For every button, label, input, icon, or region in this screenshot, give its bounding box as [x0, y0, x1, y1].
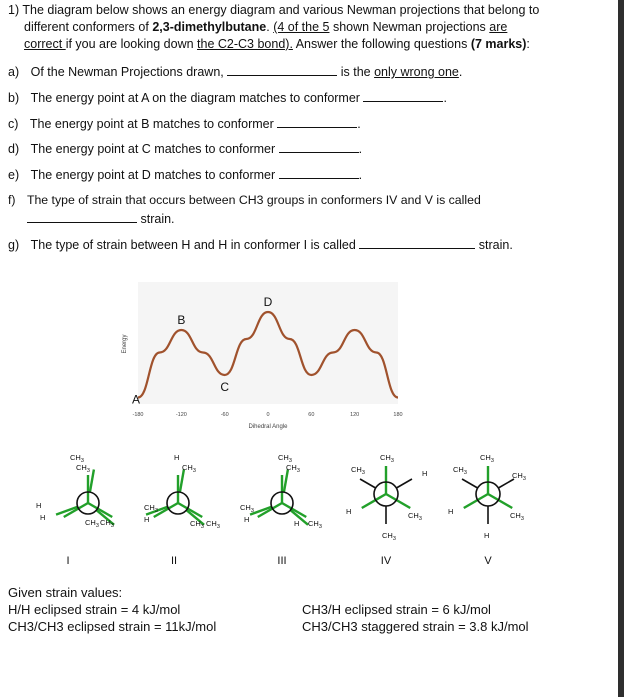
answer-blank-d[interactable]	[279, 141, 359, 153]
methyl-label-4: $CH_3$	[85, 518, 99, 529]
methyl-label-0: $CH_3$	[70, 453, 84, 464]
hydrogen-label-0: H	[174, 453, 180, 462]
methyl-label-1: $CH_3$	[76, 463, 90, 474]
methyl-label-0: $CH_3$	[480, 453, 494, 464]
question-e	[8, 167, 362, 183]
hydrogen-label-4: H	[294, 519, 300, 528]
methyl-label-1: $CH_3$	[351, 465, 365, 476]
back-bond-0	[284, 470, 288, 493]
subscript-3: 3	[86, 468, 90, 474]
front-bond-2	[282, 503, 306, 517]
x-tick-label-6: 180	[393, 412, 403, 418]
methyl-label-2: $CH_3$	[512, 471, 526, 482]
newman-projection-5	[448, 453, 526, 540]
subscript-3: 3	[361, 470, 365, 476]
point-label-b: B	[177, 313, 186, 327]
methyl-label-4: $CH_3$	[408, 511, 422, 522]
hydrogen-label-3: H	[448, 507, 454, 516]
methyl-label-5: $CH_3$	[206, 519, 220, 530]
conformer-numeral-5: V	[484, 555, 492, 567]
question-e-end: .	[358, 168, 363, 182]
question-b	[8, 90, 447, 106]
subscript-3: 3	[392, 536, 396, 542]
point-label-c: C	[220, 380, 230, 394]
subscript-3: 3	[80, 458, 84, 464]
question-f-label: f)	[8, 193, 16, 207]
conformer-numeral-1: I	[66, 555, 70, 567]
header-text-3f: :	[526, 37, 530, 51]
question-c-end: .	[357, 117, 361, 131]
newman-projection-4	[346, 453, 427, 542]
question-a-end: .	[458, 65, 463, 79]
right-edge-bar	[618, 0, 624, 697]
question-a-emphasis: only wrong one	[374, 65, 459, 79]
x-tick-label-4: 60	[308, 412, 315, 418]
answer-blank-f[interactable]	[27, 211, 137, 223]
subscript-3: 3	[95, 523, 99, 529]
question-header-line2	[24, 20, 507, 35]
methyl-label-0: $CH_3$	[380, 453, 394, 464]
question-a-label: a)	[8, 65, 20, 79]
subscript-3: 3	[318, 524, 322, 530]
given-ch3ch3-staggered: CH3/CH3 staggered strain = 3.8 kJ/mol	[302, 619, 529, 634]
methyl-label-5: $CH_3$	[308, 519, 322, 530]
back-bond-1	[462, 479, 478, 488]
header-text-1: The diagram below shows an energy diagram and various Newman projections that belong to	[22, 3, 540, 17]
header-text-2a: different conformers of	[24, 20, 153, 34]
question-header-line3	[24, 37, 530, 52]
methyl-label-5: $CH_3$	[382, 531, 396, 542]
methyl-label-2: $CH_3$	[144, 503, 158, 514]
subscript-3: 3	[288, 458, 292, 464]
given-ch3h-eclipsed: CH3/H eclipsed strain = 6 kJ/mol	[302, 602, 491, 617]
question-d-text: The energy point at C matches to conformer	[30, 142, 276, 156]
conformer-numeral-2: II	[170, 555, 178, 567]
subscript-3: 3	[200, 524, 204, 530]
subscript-3: 3	[463, 470, 467, 476]
conformer-numeral-3: III	[277, 555, 287, 567]
header-text-3a: correct	[24, 37, 66, 51]
question-g-text: The type of strain between H and H in conformer I is called	[30, 238, 356, 252]
back-bond-1	[360, 479, 376, 488]
newman-projection-2	[144, 453, 220, 530]
subscript-3: 3	[522, 476, 526, 482]
answer-blank-g[interactable]	[359, 237, 475, 249]
point-label-d: D	[263, 295, 273, 309]
question-a-text2: is the	[340, 65, 375, 79]
question-d-end: .	[358, 142, 363, 156]
header-text-3b: if you are looking down	[65, 37, 198, 51]
back-bond-0	[180, 470, 184, 493]
given-ch3ch3-eclipsed: CH3/CH3 eclipsed strain = 11kJ/mol	[8, 619, 217, 634]
subscript-3: 3	[296, 468, 300, 474]
methyl-label-2: $CH_3$	[240, 503, 254, 514]
question-e-text: The energy point at D matches to conformer	[30, 168, 276, 182]
point-label-a: A	[131, 392, 141, 407]
x-tick-label-1: -120	[175, 412, 187, 418]
methyl-label-1: $CH_3$	[453, 465, 467, 476]
header-text-2e: shown Newman projections	[329, 20, 490, 34]
question-g	[8, 237, 513, 253]
question-b-label: b)	[8, 91, 20, 105]
hydrogen-label-3: H	[144, 515, 150, 524]
header-text-2c: .	[266, 20, 274, 34]
header-text-3d: Answer the following questions	[292, 37, 471, 51]
x-tick-label-3: 0	[266, 412, 270, 418]
newman-projection-3	[240, 453, 322, 530]
back-bond-0	[396, 479, 412, 488]
subscript-3: 3	[418, 516, 422, 522]
answer-blank-e[interactable]	[279, 167, 359, 179]
answer-blank-b[interactable]	[363, 90, 443, 102]
methyl-label-4: $CH_3$	[510, 511, 524, 522]
subscript-3: 3	[154, 508, 158, 514]
question-c-label: c)	[8, 117, 19, 131]
hydrogen-label-3: H	[346, 507, 352, 516]
methyl-label-1: $CH_3$	[286, 463, 300, 474]
header-text-2f: are	[489, 20, 508, 34]
question-c	[8, 116, 361, 132]
x-tick-label-2: -60	[220, 412, 229, 418]
subscript-3: 3	[250, 508, 254, 514]
question-e-label: e)	[8, 168, 20, 182]
question-a-text: Of the Newman Projections drawn,	[30, 65, 224, 79]
hydrogen-label-3: H	[244, 515, 250, 524]
newman-projections	[0, 448, 614, 578]
question-header-line1	[8, 3, 539, 18]
answer-blank-c[interactable]	[277, 116, 357, 128]
subscript-3: 3	[216, 524, 220, 530]
subscript-3: 3	[390, 458, 394, 464]
front-bond-2	[88, 503, 112, 517]
question-number: 1)	[8, 3, 20, 17]
hydrogen-label-2: H	[36, 501, 42, 510]
question-d-label: d)	[8, 142, 20, 156]
methyl-label-4: $CH_3$	[190, 519, 204, 530]
given-title: Given strain values:	[8, 585, 123, 600]
question-b-end: .	[443, 91, 447, 105]
x-axis-label: Dihedral Angle	[248, 424, 288, 430]
question-f-text2: strain.	[140, 212, 175, 226]
marks-label: (7 marks)	[470, 37, 527, 51]
compound-name: 2,3-dimethylbutane	[152, 20, 267, 34]
question-b-text: The energy point at A on the diagram matches to conformer	[30, 91, 360, 105]
question-g-label: g)	[8, 238, 20, 252]
question-f-text: The type of strain that occurs between CH3 groups in conformers IV and V is called	[26, 193, 481, 207]
hydrogen-label-2: H	[422, 469, 428, 478]
conformer-numeral-4: IV	[380, 555, 392, 567]
subscript-3: 3	[192, 468, 196, 474]
question-g-text2: strain.	[478, 238, 513, 252]
newman-projection-1	[36, 453, 114, 529]
subscript-3: 3	[520, 516, 524, 522]
question-a	[8, 64, 462, 80]
y-axis-label: Energy	[122, 334, 128, 354]
question-c-text: The energy point at B matches to conformer	[29, 117, 274, 131]
subscript-3: 3	[110, 523, 114, 529]
header-text-3c: the C2-C3 bond).	[197, 37, 293, 51]
header-text-2d: (4 of the 5	[273, 20, 330, 34]
question-f	[8, 193, 481, 208]
methyl-label-5: $CH_3$	[100, 518, 114, 529]
question-d	[8, 141, 362, 157]
x-tick-label-5: 120	[350, 412, 360, 418]
subscript-3: 3	[490, 458, 494, 464]
question-f-line2	[27, 211, 175, 227]
back-bond-0	[498, 479, 514, 488]
back-bond-0	[90, 470, 94, 493]
methyl-label-0: $CH_3$	[278, 453, 292, 464]
answer-blank-a[interactable]	[227, 64, 337, 76]
hydrogen-label-3: H	[40, 513, 46, 522]
given-hh-eclipsed: H/H eclipsed strain = 4 kJ/mol	[8, 602, 181, 617]
front-bond-2	[178, 503, 202, 517]
energy-diagram	[112, 272, 412, 432]
methyl-label-1: $CH_3$	[182, 463, 196, 474]
x-tick-label-0: -180	[132, 412, 144, 418]
hydrogen-label-5: H	[484, 531, 490, 540]
